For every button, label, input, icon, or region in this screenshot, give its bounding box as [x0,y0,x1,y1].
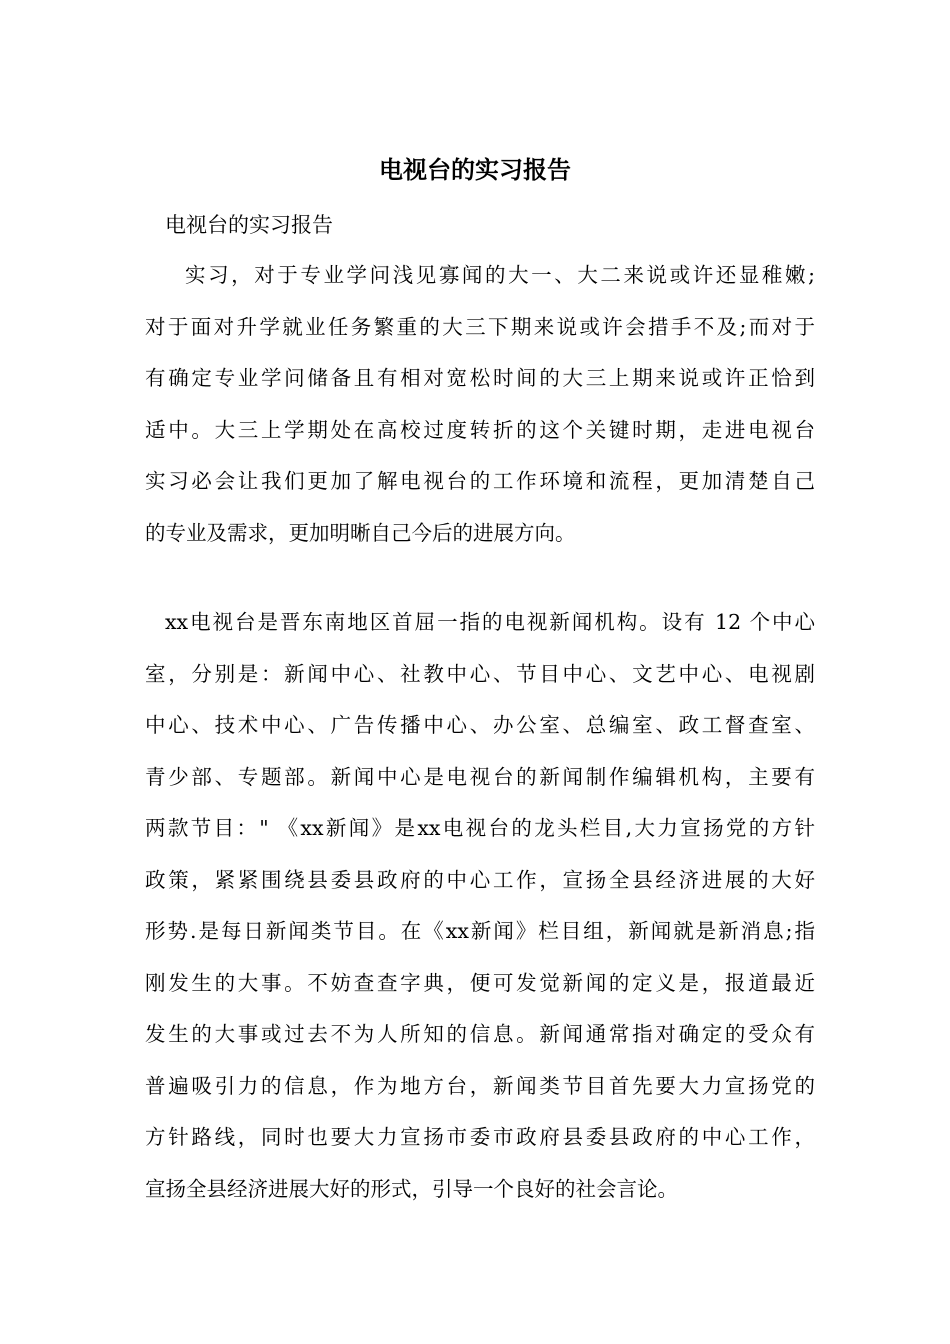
paragraph-line: 宣扬全县经济进展大好的形式，引导一个良好的社会言论。 [145,1176,678,1201]
paragraph-line: 实习必会让我们更加了解电视台的工作环境和流程，更加清楚自己 [145,469,815,493]
paragraph-line: 对于面对升学就业任务繁重的大三下期来说或许会措手不及;而对于 [145,314,815,339]
paragraph-line: 青少部、专题部。新闻中心是电视台的新闻制作编辑机构，主要有 [145,764,815,789]
paragraph-line: 形势.是每日新闻类节目。在《xx新闻》栏目组，新闻就是新消息;指 [145,919,815,943]
document-subtitle: 电视台的实习报告 [165,213,333,237]
paragraph-intro [145,250,815,559]
paragraph-line: 适中。大三上学期处在高校过度转折的这个关键时期，走进电视台 [145,417,815,442]
paragraph-line: 两款节目：" 《xx新闻》是xx电视台的龙头栏目,大力宣扬党的方针 [145,816,815,840]
paragraph-line: 普遍吸引力的信息，作为地方台，新闻类节目首先要大力宣扬党的 [145,1073,815,1098]
paragraph-line: 刚发生的大事。不妨查查字典，便可发觉新闻的定义是，报道最近 [145,970,815,995]
paragraph-line: 发生的大事或过去不为人所知的信息。新闻通常指对确定的受众有 [145,1022,815,1046]
paragraph-line: 有确定专业学问储备且有相对宽松时间的大三上期来说或许正恰到 [145,366,815,390]
paragraph-line: 中心、技术中心、广告传播中心、办公室、总编室、政工督查室、 [145,713,815,737]
paragraph-line: 政策，紧紧围绕县委县政府的中心工作，宣扬全县经济进展的大好 [145,867,815,892]
paragraph-line: 方针路线，同时也要大力宣扬市委市政府县委县政府的中心工作， [145,1125,815,1149]
document-title: 电视台的实习报告 [379,155,571,184]
paragraph-line: 实习，对于专业学问浅见寡闻的大一、大二来说或许还显稚嫩; [185,263,815,287]
paragraph-line: 的专业及需求，更加明晰自己今后的进展方向。 [145,520,576,545]
paragraph-station-overview [145,597,815,1215]
paragraph-line: xx电视台是晋东南地区首屈一指的电视新闻机构。设有 12 个中心 [165,610,815,634]
paragraph-line: 室，分别是：新闻中心、社教中心、节目中心、文艺中心、电视剧 [145,661,815,686]
